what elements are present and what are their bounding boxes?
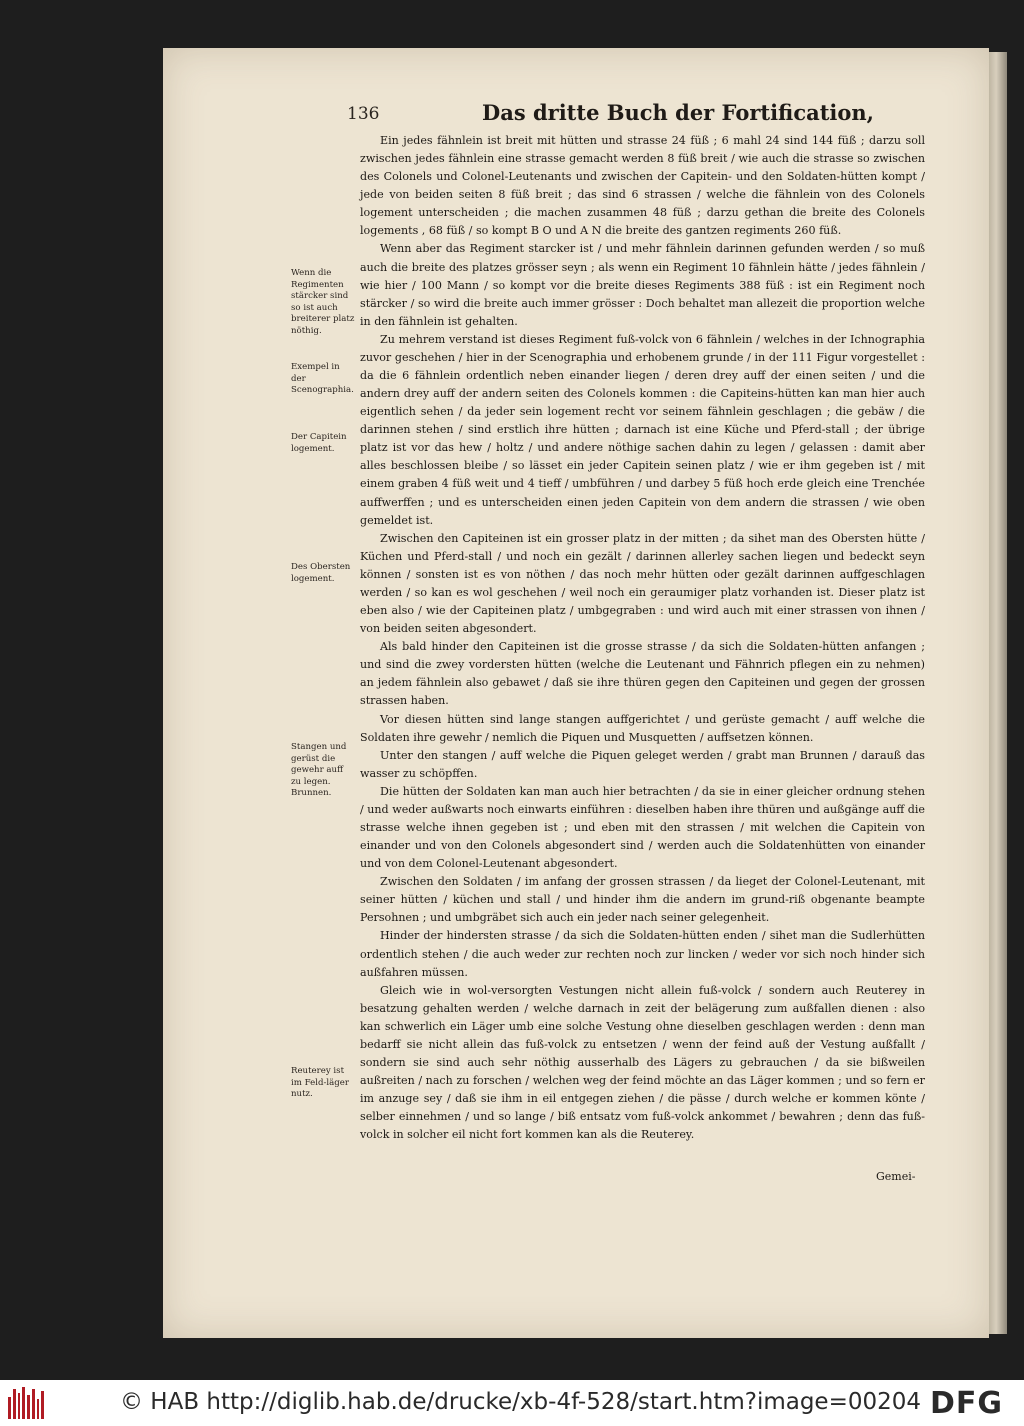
page-number: 136 <box>347 104 380 124</box>
paragraph: Als bald hinder den Capiteinen ist die grosse strasse / da sich die Soldaten-hütten anfangen ; und sind die zwey vordersten hütten (welche die Leutenant und Fähnrich pflegen ein zu nehmen) an jedem fähnlein also gebawet / daß sie ihre thüren gegen den Capiteinen und gegen der grossen strassen haben. <box>360 640 925 708</box>
page-edge <box>989 52 1007 1334</box>
paragraph: Die hütten der Soldaten kan man auch hier betrachten / da sie in einer gleicher ordnung stehen / und weder außwarts noch einwarts einführen : dieselben haben ihre thüren und außgänge auff die strasse welche ihnen gegeben ist ; und eben mit den strassen / mit welchen die Capitein von einander und von den Colonels abgesondert sind / werden auch die Soldatenhütten von einander und von dem Colonel-Leutenant abgesondert. <box>360 784 925 871</box>
catchword: Gemei- <box>876 1170 916 1183</box>
source-link[interactable]: © HAB http://diglib.hab.de/drucke/xb-4f-528/start.htm?image=00204 <box>120 1389 922 1415</box>
marginal-note: Reuterey ist im Feld-läger nutz. <box>291 1066 349 1099</box>
paragraph: Ein jedes fähnlein ist breit mit hütten und strasse 24 füß ; 6 mahl 24 sind 144 füß ; darzu soll zwischen jedes fähnlein eine strasse gemacht werden 8 füß breit / wie auch die strasse so zwischen des Colonels und Colonel-Leutenants und zwischen der Capitein- und den Soldaten-hütten kompt / jede von beiden seiten 8 füß breit ; das sind 6 strassen / welche die fähnlein von des Colonels logement unterscheiden ; die machen zusammen 48 füß ; darzu gethan die breite des Colonels logements , 68 füß / so kompt B O und A N die breite des gantzen regiments 260 füß. <box>360 134 925 238</box>
hab-logo-icon <box>8 1387 44 1419</box>
marginal-note: Stangen und gerüst die gewehr auff zu legen. Brunnen. <box>291 742 347 798</box>
main-text <box>360 132 925 1144</box>
marginal-note: Wenn die Regimenten stärcker sind so ist auch breiterer platz nöthig. <box>291 268 355 336</box>
marginal-note: Exempel in der Scenographia. <box>291 362 354 395</box>
paragraph: Gleich wie in wol-versorgten Vestungen nicht allein fuß-volck / sondern auch Reuterey in besatzung gehalten werden / welche darnach in zeit der belägerung zum außfallen dienen : also kan schwerlich ein Läger umb eine solche Vestung ohne dieselben geschlagen werden : denn man bedarff sie nicht allein das fuß-volck zu entsetzen / wenn der feind auß der Vestung außfallt / sondern sie sind auch sehr nöthig ausserhalb des Lägers zu gebrauchen / da sie bißweilen außreiten / nach zu forschen / welchen weg der feind möchte an das Läger kommen ; und so fern er im anzuge sey / daß sie ihm in eil entgegen ziehen / die pässe / durch welche er kommen könte / selber einnehmen / und so lange / biß entsatz vom fuß-volck ankommet / bewahren ; denn das fuß-volck in solcher eil nicht fort kommen kan als die Reuterey. <box>360 983 925 1142</box>
footer-bar <box>0 1380 1024 1426</box>
dfg-logo: DFG <box>930 1386 1004 1421</box>
paragraph: Unter den stangen / auff welche die Piquen geleget werden / grabt man Brunnen / darauß das wasser zu schöpffen. <box>360 748 925 780</box>
page-header <box>347 100 907 134</box>
paragraph: Wenn aber das Regiment starcker ist / und mehr fähnlein darinnen gefunden werden / so muß auch die breite des platzes grösser seyn ; als wenn ein Regiment 10 fähnlein hätte / jedes fähnlein / wie hier / 100 Mann / so kompt vor die breite dieses Regiments 388 füß : ist ein Regiment noch stärcker / so wird die breite auch immer grösser : Doch behaltet man allezeit die proportion welche in den fähnlein ist gehalten. <box>360 242 925 328</box>
running-title: Das dritte Buch der Fortification, <box>482 100 874 125</box>
paragraph: Zu mehrem verstand ist dieses Regiment fuß-volck von 6 fähnlein / welches in der Ichnographia zuvor geschehen / hier in der Scenographia und erhobenem grunde / in der 111 Figur vorgestellet : da die 6 fähnlein ordentlich neben einander liegen / deren drey auff der einen seiten / und die andern drey auff der andern seiten des Colonels kommen : die Capiteins-hütten kan man hier auch eigentlich sehen / da jeder sein logement recht vor seinem fähnlein geschlagen ; die gebäw / die darinnen stehen / sind erstlich ihre hütten ; darnach ist eine Küche und Pferd-stall ; der übrige platz ist vor das hew / holtz / und andere nöthige sachen dahin zu legen / gelassen : damit aber alles beschlossen bleibe / so lässet ein jeder Capitein seinen platz / wie er ihm gegeben ist / mit einem graben 4 füß weit und 4 tieff / umbführen / und darbey 5 füß hoch erde gleich eine Trenchée auffwerffen ; und es unterscheiden einen jeden Capitein von dem andern die strassen / wie oben gemeldet ist. <box>360 332 925 527</box>
paragraph: Zwischen den Capiteinen ist ein grosser platz in der mitten ; da sihet man des Obersten hütte / Küchen und Pferd-stall / und noch ein gezält / darinnen allerley sachen liegen und bedeckt seyn können / sonsten ist es von nöthen / das noch mehr hütten oder gezält darinnen auffgeschlagen werden / so kan es wol geschehen / weil noch ein geraumiger platz vorhanden ist. Dieser platz ist eben also / wie der Capiteinen platz / umbgegraben : und wird auch mit einer strassen von ihnen / von beiden seiten abgesondert. <box>360 531 925 636</box>
paragraph: Zwischen den Soldaten / im anfang der grossen strassen / da lieget der Colonel-Leutenant, mit seiner hütten / küchen und stall / und hinder ihm die andern im grund-riß obgenante beampte Persohnen ; und umbgräbet sich auch ein jeder nach seiner gelegenheit. <box>360 875 925 925</box>
paragraph: Vor diesen hütten sind lange stangen auffgerichtet / und gerüste gemacht / auff welche die Soldaten ihre gewehr / nemlich die Piquen und Musquetten / auffsetzen können. <box>360 712 925 744</box>
marginal-note: Der Capitein logement. <box>291 432 347 454</box>
paragraph: Hinder der hindersten strasse / da sich die Soldaten-hütten enden / sihet man die Sudlerhütten ordentlich stehen / die auch weder zur rechten noch zur lincken / weder vor sich noch hinder sich außfahren müssen. <box>360 929 925 979</box>
marginal-note: Des Obersten logement. <box>291 562 351 584</box>
